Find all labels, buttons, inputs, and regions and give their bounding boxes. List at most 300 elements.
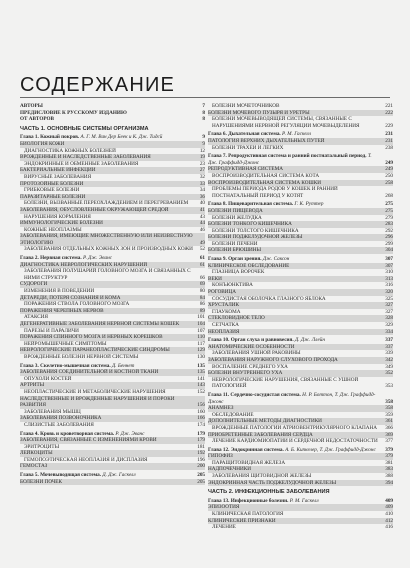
toc-entry-title: БОЛЕЗНИ, ВЫЗВАННЫЕ ПЕРЕОХЛАЖДЕНИЕМ И ПЕРЕГРЕВАНИЕМ (24, 200, 189, 207)
toc-entry-title: СЕТЧАТКА (212, 322, 239, 328)
toc-chapter-authors: Р. Дж. Эванс (82, 255, 112, 262)
toc-entry (20, 281, 205, 288)
toc-entry-title: ЗАБОЛЕВАНИЯ ПОЗВОНОЧНИКА (20, 415, 102, 422)
toc-page-number: 250 (385, 172, 393, 179)
toc-entry-title: ВРОЖДЕННЫЕ И НАСЛЕДСТВЕННЫЕ ЗАБОЛЕВАНИЯ (20, 154, 151, 161)
toc-entry-title: БОЛЕЗНИ ТРАХЕИ И ЛЕГКИХ (212, 144, 284, 151)
toc-entry (208, 329, 393, 336)
toc-page-number: 222 (385, 109, 393, 116)
toc-page-number: 135 (197, 369, 205, 376)
toc-entry (208, 263, 393, 270)
toc-entry (208, 103, 393, 110)
toc-page-number: 179 (197, 437, 205, 444)
toc-entry (208, 453, 393, 460)
toc-page-number: 107 (197, 327, 205, 334)
toc-page-number: 110 (197, 334, 205, 341)
toc-chapter-authors: Р. Дж. Эванс (115, 430, 145, 437)
toc-entry-title: НАДПОЧЕЧНИКИ (208, 466, 252, 473)
toc-page-number: 352 (385, 370, 393, 377)
toc-entry (20, 354, 205, 361)
toc-page-number: 101 (197, 314, 205, 321)
toc-entry (20, 396, 205, 409)
toc-chapter (208, 498, 393, 505)
toc-entry-title: ИММУНОЛОГИЧЕСКИЕ БОЛЕЗНИ (20, 220, 103, 227)
toc-page-number: 238 (385, 144, 393, 151)
toc-entry-title: БОЛЕЗНИ ПИЩЕВОДА (208, 207, 263, 214)
toc-page-number: 379 (385, 446, 393, 453)
toc-page-number: 304 (385, 247, 393, 254)
toc-entry-title: Глава 11. Сердечно-сосудистая система. (208, 391, 301, 398)
toc-entry (208, 208, 393, 215)
toc-entry-title: ЛЕЙКОЦИТЫ (20, 450, 53, 457)
toc-entry-title: ГРИБКОВЫЕ БОЛЕЗНИ (24, 187, 80, 194)
toc-entry (208, 377, 393, 390)
toc-entry (208, 221, 393, 228)
toc-entry (208, 370, 393, 377)
toc-entry-title: ВИРУСНЫЕ ЗАБОЛЕВАНИЯ (24, 173, 92, 180)
toc-chapter-authors: А. Б. Кипкелер, Т. Дж. Граффидд-Джонс (285, 446, 376, 453)
toc-page-number: 349 (385, 363, 393, 370)
toc-page-number: 328 (385, 315, 393, 322)
toc-entry (20, 314, 205, 321)
toc-entry-title: ЭНДОКРИННЫЕ И ОБМЕННЫЕ ЗАБОЛЕВАНИЯ (24, 160, 139, 167)
toc-entry (208, 166, 393, 173)
toc-entry (20, 268, 205, 281)
toc-entry (20, 110, 205, 117)
toc-entry (208, 234, 393, 241)
toc-entry-title: ЗАБОЛЕВАНИЯ НАРУЖНОГО СЛУХОВОГО ПРОХОДА (208, 356, 338, 363)
toc-entry-title: НАРУШЕНИЯ КОРМЛЕНИЯ (24, 213, 91, 220)
toc-entry-title: ГЕМОПОЭТИЧЕСКАЯ НЕОПЛАЗИЯ И ДИСПЛАЗИЯ (24, 456, 148, 463)
toc-entry (20, 161, 205, 168)
toc-entry-title: СТЕКЛОВИДНОЕ ТЕЛО (208, 315, 265, 322)
toc-entry (208, 418, 393, 425)
toc-entry-title: КОЖНЫЕ НЕОПЛАЗМЫ (24, 226, 82, 233)
toc-entry (208, 357, 393, 364)
toc-page-number: 89 (199, 307, 205, 314)
toc-entry (20, 382, 205, 389)
toc-entry-title: НЕЙРОМЫШЕЧНЫЕ СИМПТОМЫ (24, 340, 107, 347)
toc-entry (20, 376, 205, 383)
toc-entry (208, 180, 393, 187)
toc-entry-title: ЗАБОЛЕВАНИЯ, СВЯЗАННЫЕ С ИЗМЕНЕНИЯМИ КРОВИ (20, 437, 157, 444)
toc-entry (20, 246, 205, 253)
toc-chapter-authors: Д. Дж. Гаскелл (102, 472, 136, 479)
toc-entry-title: ЗАБОЛЕВАНИЯ, ОБУСЛОВЛЕННЫЕ ОКРУЖАЮЩЕЙ СРЕДОЙ (20, 206, 169, 213)
toc-chapter (208, 201, 393, 208)
toc-chapter (20, 255, 205, 262)
toc-entry (20, 154, 205, 161)
toc-entry (20, 194, 205, 201)
toc-entry (208, 364, 393, 371)
toc-entry-title: ПАРЕЗЫ И ПАРАЛИЧИ (24, 327, 79, 334)
toc-entry-title: ВОСПАЛЕНИЕ СРЕДНЕГО УХА (212, 363, 288, 370)
toc-entry (20, 220, 205, 227)
toc-page-number: 410 (385, 511, 393, 518)
toc-entry-title: АТАКСИЯ (24, 314, 48, 321)
toc-page-number: 353 (385, 383, 393, 390)
toc-entry (20, 148, 205, 155)
toc-page-number: 258 (385, 179, 393, 186)
toc-page-number: 200 (197, 463, 205, 470)
toc-entry (20, 262, 205, 269)
toc-page-number: 334 (385, 328, 393, 335)
toc-entry-title: ГИПОФИЗ (208, 453, 233, 460)
toc-entry (208, 405, 393, 412)
toc-entry (208, 315, 393, 322)
toc-entry-title: РОГОВИЦА (208, 289, 237, 296)
toc-entry (208, 289, 393, 296)
toc-entry (20, 328, 205, 335)
toc-entry-title: Глава 4. Кровь и кроветворная система. (20, 430, 115, 437)
toc-entry (20, 422, 205, 429)
toc-page-number: 275 (385, 201, 393, 208)
toc-entry-title: ПОРАЖЕНИЯ СПИННОГО МОЗГА И НЕРВНЫХ КОРЕШКОВ (20, 334, 163, 341)
toc-entry (20, 334, 205, 341)
toc-entry (20, 347, 205, 354)
toc-entry (20, 116, 205, 123)
toc-entry (208, 276, 393, 283)
toc-entry (20, 308, 205, 315)
toc-entry-title: ЗАБОЛЕВАНИЯ ЩИТОВИДНОЙ ЖЕЛЕЗЫ (212, 473, 312, 480)
toc-entry (208, 241, 393, 248)
toc-entry-title: ПАТОЛОГИЯ ВЕРХНИХ ДЫХАТЕЛЬНЫХ ПУТЕЙ (208, 137, 325, 144)
toc-chapter (20, 363, 205, 370)
toc-entry-title: СЛИЗИСТЫЕ ЗАБОЛЕВАНИЯ (24, 421, 94, 428)
toc-page-number: 8 (202, 116, 205, 123)
toc-entry-title: ПОРАЖЕНИЯ СТВОЛА ГОЛОВНОГО МОЗГА (24, 301, 130, 308)
toc-page-number: 135 (197, 362, 205, 369)
toc-entry-title: ДОПОЛНИТЕЛЬНЫЕ МЕТОДЫ ДИАГНОСТИКИ (208, 418, 322, 425)
toc-entry (208, 350, 393, 357)
toc-entry-title: ВРОЖДЕННЫЕ ПАТОЛОГИИ АТРИОВЕНТРИКУЛЯРНОГО КЛАПАНА (212, 424, 377, 431)
toc-entry (208, 432, 393, 439)
toc-entry-title: АНАТОМИЧЕСКИЕ ОСОБЕННОСТИ (208, 343, 295, 350)
toc-entry-title: ЭПИЗООТИЯ (208, 504, 240, 511)
toc-entry-title: БОЛЕЗНИ ПЕЧЕНИ (212, 240, 258, 247)
toc-entry (20, 463, 205, 470)
toc-page-number: 156 (197, 402, 205, 409)
toc-entry-title: ДИАГНОСТИКА КОЖНЫХ БОЛЕЗНЕЙ (24, 147, 116, 154)
toc-entry (208, 480, 393, 487)
toc-page-number: 179 (197, 430, 205, 437)
toc-page-number: 307 (385, 256, 393, 263)
toc-page-number: 231 (385, 137, 393, 144)
toc-page-number: 205 (197, 478, 205, 485)
toc-page-number: 32 (199, 173, 205, 180)
toc-entry-title: КОНЪЮНКТИВА (212, 282, 253, 289)
toc-entry-title: ЛЕЧЕНИЕ (212, 524, 236, 531)
toc-page-number: 141 (197, 375, 205, 382)
toc-page-number: 337 (385, 343, 393, 350)
toc-page-number: 329 (385, 322, 393, 328)
toc-entry (208, 438, 393, 445)
toc-page-number: 379 (385, 453, 393, 460)
toc-entry (208, 425, 393, 432)
toc-entry (20, 174, 205, 181)
toc-page-number: 69 (199, 281, 205, 288)
toc-chapter-authors: Г. К. Руттер (294, 201, 324, 208)
toc-entry (208, 296, 393, 303)
toc-entry (20, 214, 205, 221)
toc-entry (208, 524, 393, 531)
page-title: СОДЕРЖАНИЕ (20, 74, 176, 96)
toc-entry-title: АНАМНЕЗ (208, 405, 234, 412)
toc-page-number: 166 (197, 415, 205, 422)
toc-page-number: 283 (385, 221, 393, 228)
toc-entry-title: БОЛЕЗНИ ПОЧЕК (20, 478, 62, 485)
toc-page-number: 12 (199, 147, 205, 154)
toc-entry-title: БОЛЕЗНИ ТОЛСТОГО КИШЕЧНИКА (212, 227, 299, 234)
toc-entry (20, 227, 205, 234)
toc-entry (208, 302, 393, 309)
toc-chapter-authors: Н. Р. Боттон, Т. Дж. Граффидд-Джонс (208, 391, 376, 405)
toc-page-number: 381 (385, 459, 393, 466)
toc-page-number: 9 (202, 140, 205, 147)
toc-entry-title: СУДОРОГИ (20, 281, 48, 288)
toc-entry (20, 437, 205, 444)
toc-page-number: 196 (197, 456, 205, 463)
toc-page-number: 275 (385, 207, 393, 214)
toc-entry-title: ЗАБОЛЕВАНИЯ СОЕДИНИТЕЛЬНОЙ И КОСТНОЙ ТКАНИ (20, 369, 159, 376)
toc-chapter (20, 472, 205, 479)
toc-chapter (208, 392, 393, 405)
toc-entry (20, 450, 205, 457)
toc-entry-title: БОЛЕЗНИ ПОДЖЕЛУДОЧНОЙ ЖЕЛЕЗЫ (208, 234, 303, 241)
toc-entry-title: БОЛЕЗНИ ЖЕЛУДКА (212, 214, 262, 221)
toc-entry (20, 389, 205, 396)
toc-page-number: 44 (199, 220, 205, 227)
toc-page-number: 412 (385, 517, 393, 524)
toc-chapter (20, 134, 205, 141)
toc-entry (20, 479, 205, 486)
toc-entry-title: НАСЛЕДСТВЕННЫЕ И ВРОЖДЕННЫЕ НАРУШЕНИЯ И ПОРОКИ РАЗВИТИЯ (20, 395, 175, 409)
toc-page-number: 342 (385, 356, 393, 363)
toc-page-number: 160 (197, 408, 205, 415)
toc-page-number: 129 (197, 347, 205, 354)
toc-page-number: 279 (385, 214, 393, 221)
toc-entry-title: Глава 2. Нервная система. (20, 255, 82, 262)
toc-entry-title: НЕВРОЛОГИЧЕСКИЕ ПАРАНЕОПЛАСТИЧЕСКИЕ СИНДРОМЫ (20, 347, 170, 354)
toc-entry-title: БОЛЕЗНИ ТОНКОГО КИШЕЧНИКА (208, 221, 292, 228)
toc-entry-title: ЗАБОЛЕВАНИЯ ПОЛУШАРИЙ ГОЛОВНОГО МОЗГА И СВЯЗАННЫХ С НИМИ СТРУКТУР (24, 268, 191, 281)
toc-page-number: 143 (197, 382, 205, 389)
toc-page-number: 231 (385, 131, 393, 138)
toc-chapter (208, 131, 393, 138)
toc-entry (20, 207, 205, 214)
toc-chapter-authors: Р. М. Гаскелл (289, 497, 319, 504)
toc-page-number: 192 (197, 450, 205, 457)
toc-page-number: 327 (385, 302, 393, 309)
toc-page-number: 307 (385, 262, 393, 269)
toc-right-column (208, 103, 393, 531)
toc-page-number: 181 (197, 443, 205, 450)
toc-page-number: 40 (199, 200, 205, 207)
toc-entry-title: АРТРИТЫ (20, 382, 45, 389)
toc-entry (20, 187, 205, 194)
toc-part-heading: ЧАСТЬ 2. ИНФЕКЦИОННЫЕ ЗАБОЛЕВАНИЯ (208, 489, 330, 496)
title-divider (20, 97, 390, 98)
toc-entry (208, 138, 393, 145)
toc-entry-title: ДЕГЕНЕРАТИВНЫЕ ЗАБОЛЕВАНИЯ НЕРВНОЙ СИСТЕМЫ КОШЕК (20, 321, 180, 327)
toc-entry (208, 504, 393, 511)
toc-entry-title: ОБСЛЕДОВАНИЕ (212, 411, 254, 418)
toc-page-number: 152 (197, 388, 205, 395)
toc-entry-title: ОПУХОЛИ КОСТЕЙ (24, 375, 72, 382)
toc-entry-title: ЭРИТРОЦИТЫ (24, 443, 60, 450)
toc-entry-title: ПРОТОЗОЙНЫЕ БОЛЕЗНИ (20, 180, 84, 187)
toc-entry-title: ВОСПРОИЗВОДИТЕЛЬНАЯ СИСТЕМА КОШКИ (208, 179, 321, 186)
toc-entry (20, 457, 205, 464)
toc-entry (20, 295, 205, 302)
toc-page-number: 117 (197, 340, 205, 347)
toc-entry-title: РЕПРОДУКТИВНАЯ СИСТЕМА (208, 166, 283, 173)
toc-entry-title: ГЛАЗНИЦА ВОРОЧЕК (212, 269, 265, 276)
toc-entry-title: ЗАБОЛЕВАНИЯ МЫШЦ (24, 408, 81, 415)
toc-entry (208, 473, 393, 480)
toc-entry-title: Глава 12. Эндокринная система. (208, 446, 284, 453)
toc-entry-title: Глава 5. Мочевыводящая система. (20, 472, 102, 479)
toc-entry (208, 110, 393, 117)
toc-entry (20, 415, 205, 422)
toc-entry-title: ВРОЖДЕННЫЕ БОЛЕЗНИ НЕРВНОЙ СИСТЕМЫ (24, 353, 139, 360)
toc-page-number: 327 (385, 308, 393, 315)
toc-chapter-authors: А. Г. М. Ван Дер Беек и К. Дж. Тидсй (80, 134, 163, 141)
toc-entry (20, 141, 205, 148)
toc-entry-title: ЗАБОЛЕВАНИЯ ОТДЕЛЬНЫХ КОЖНЫХ ЗОН И ПРОИЗВОДНЫХ КОЖИ (24, 246, 193, 253)
toc-page-number: 46 (199, 226, 205, 233)
toc-page-number: 359 (385, 411, 393, 418)
toc-page-number: 409 (385, 497, 393, 504)
toc-entry (20, 301, 205, 308)
toc-entry-title: Глава 1. Кожный покров. (20, 134, 80, 141)
toc-entry-title: ОТ АВТОРОВ (20, 116, 54, 123)
toc-entry (208, 116, 393, 129)
toc-entry-title: ВОСПРОИЗВОДИТЕЛЬНАЯ СИСТЕМА КОТА (212, 172, 320, 179)
toc-entry-title: ПАРАЗИТАРНЫЕ БОЛЕЗНИ (20, 193, 86, 200)
toc-page-number: 221 (385, 103, 393, 109)
toc-entry (208, 309, 393, 316)
toc-entry-title: ЗАБОЛЕВАНИЯ УШНОЙ РАКОВИНЫ (212, 350, 301, 357)
toc-part-heading: ЧАСТЬ 1. ОСНОВНЫЕ СИСТЕМЫ ОРГАНИЗМА (20, 125, 149, 132)
toc-entry-title: ГЕМОСТАЗ (20, 463, 48, 470)
toc-entry (20, 288, 205, 295)
toc-page-number: 369 (385, 431, 393, 438)
toc-page-number: 394 (385, 479, 393, 486)
toc-page-number: 61 (199, 261, 205, 268)
toc-entry-title: ВЕКИ (208, 275, 222, 282)
toc-page-number: 316 (385, 282, 393, 289)
toc-chapter-authors: Дж. Саксон (262, 256, 290, 263)
toc-page-number: 337 (385, 337, 393, 344)
toc-entry-title: НЕОПЛАЗИЯ (208, 328, 240, 335)
toc-entry-title: БИОЛОГИЯ КОЖИ (20, 140, 65, 147)
toc-entry-title: КЛИНИЧЕСКОЕ ОБСЛЕДОВАНИЕ (208, 262, 290, 269)
toc-page-number: 416 (385, 524, 393, 531)
toc-page-number: 249 (385, 166, 393, 173)
toc-entry-title: Глава 9. Орган зрения. (208, 256, 262, 263)
toc-page-number: 19 (199, 154, 205, 161)
toc-entry (208, 215, 393, 222)
toc-page-number: 84 (199, 294, 205, 301)
toc-page-number: 104 (197, 321, 205, 327)
toc-entry (208, 145, 393, 152)
toc-entry (208, 460, 393, 467)
toc-page-number: 41 (199, 206, 205, 213)
toc-entry-title: КЛИНИЧЕСКИЕ ПРИЗНАКИ (208, 517, 276, 524)
toc-entry (208, 269, 393, 276)
toc-entry-title: СОСУДИСТАЯ ОБОЛОЧКА ГЛАЗНОГО ЯБЛОКА (212, 295, 326, 302)
toc-entry (208, 173, 393, 180)
toc-page-number: 36 (199, 193, 205, 200)
toc-entry (20, 444, 205, 451)
toc-entry-title: Глава 6. Дыхательная система. (208, 131, 281, 138)
toc-page-number: 86 (199, 301, 205, 308)
toc-entry (20, 181, 205, 188)
toc-page-number: 9 (202, 134, 205, 141)
toc-entry (208, 344, 393, 351)
toc-entry (208, 186, 393, 199)
toc-entry (20, 103, 205, 110)
toc-page-number: 249 (385, 159, 393, 166)
toc-chapter-authors: Д. Беннет (111, 362, 135, 369)
toc-entry (208, 247, 393, 254)
toc-chapter (208, 447, 393, 454)
toc-page-number: 7 (202, 103, 205, 109)
toc-page-number: 43 (199, 213, 205, 220)
toc-page-number: 292 (385, 227, 393, 234)
toc-page-number: 339 (385, 350, 393, 357)
toc-entry-title: ДИАГНОСТИКА НЕВРОЛОГИЧЕСКИХ НАРУШЕНИЙ (20, 261, 148, 268)
toc-page-number: 229 (385, 122, 393, 129)
toc-entry (208, 228, 393, 235)
toc-page-number: 383 (385, 466, 393, 473)
toc-entry-title: ПРИОБРЕТЕННЫЕ ЗАБОЛЕВАНИЯ СЕРДЦА (208, 431, 313, 438)
toc-entry-title: Глава 10. Орган слуха и равновесия. (208, 337, 294, 344)
toc-page-number: 34 (199, 187, 205, 194)
toc-entry-title: ПРЕДИСЛОВИЕ К РУССКОМУ ИЗДАНИЮ (20, 109, 127, 116)
toc-entry (20, 200, 205, 207)
toc-entry-title: Глава 8. Пищеварительная система. (208, 201, 294, 208)
toc-entry-title: ЗАБОЛЕВАНИЯ, ИМЕЮЩИЕ МНОЖЕСТВЕННУЮ ИЛИ НЕИЗВЕСТНУЮ ЭТИОЛОГИЮ (20, 233, 193, 246)
toc-entry (208, 511, 393, 518)
toc-entry (20, 167, 205, 174)
toc-entry-title: ПАРАЩИТОВИДНАЯ ЖЕЛЕЗА (212, 459, 286, 466)
toc-page-number: 310 (385, 269, 393, 276)
toc-chapter-authors: Д. Дж. Ллейн (294, 337, 325, 344)
toc-entry-title: ПОРАЖЕНИЯ ЧЕРЕПНЫХ НЕРВОВ (20, 307, 104, 314)
toc-left-column (20, 103, 205, 485)
toc-entry-title: ЭНДОКРИННАЯ ЧАСТЬ ПОДЖЕЛУДОЧНОЙ ЖЕЛЕЗЫ (208, 479, 337, 486)
toc-page-number: 320 (385, 289, 393, 296)
toc-page-number: 358 (385, 398, 393, 405)
toc-entry-title: БОЛЕЗНИ МОЧЕТОЧНИКОВ (212, 103, 280, 109)
toc-entry-title: ХРУСТАЛИК (208, 302, 240, 309)
toc-page-number: 361 (385, 418, 393, 425)
toc-entry (20, 233, 205, 246)
toc-entry-title: НЕОПЛАСТИЧЕСКИЕ И МЕТАБОЛИЧЕСКИЕ НАРУШЕНИЯ (24, 388, 166, 395)
toc-page-number: 358 (385, 405, 393, 412)
toc-page-number: 299 (385, 240, 393, 247)
toc-entry-title: Глава 13. Инфекционные болезни. (208, 497, 289, 504)
toc-page-number: 205 (197, 472, 205, 479)
toc-entry-title: БАКТЕРИАЛЬНЫЕ ИНФЕКЦИИ (20, 167, 96, 174)
toc-page-number: 130 (197, 353, 205, 360)
toc-entry (208, 518, 393, 525)
toc-chapter (208, 153, 393, 166)
toc-page-number: 23 (199, 160, 205, 167)
toc-page-number: 61 (199, 255, 205, 262)
